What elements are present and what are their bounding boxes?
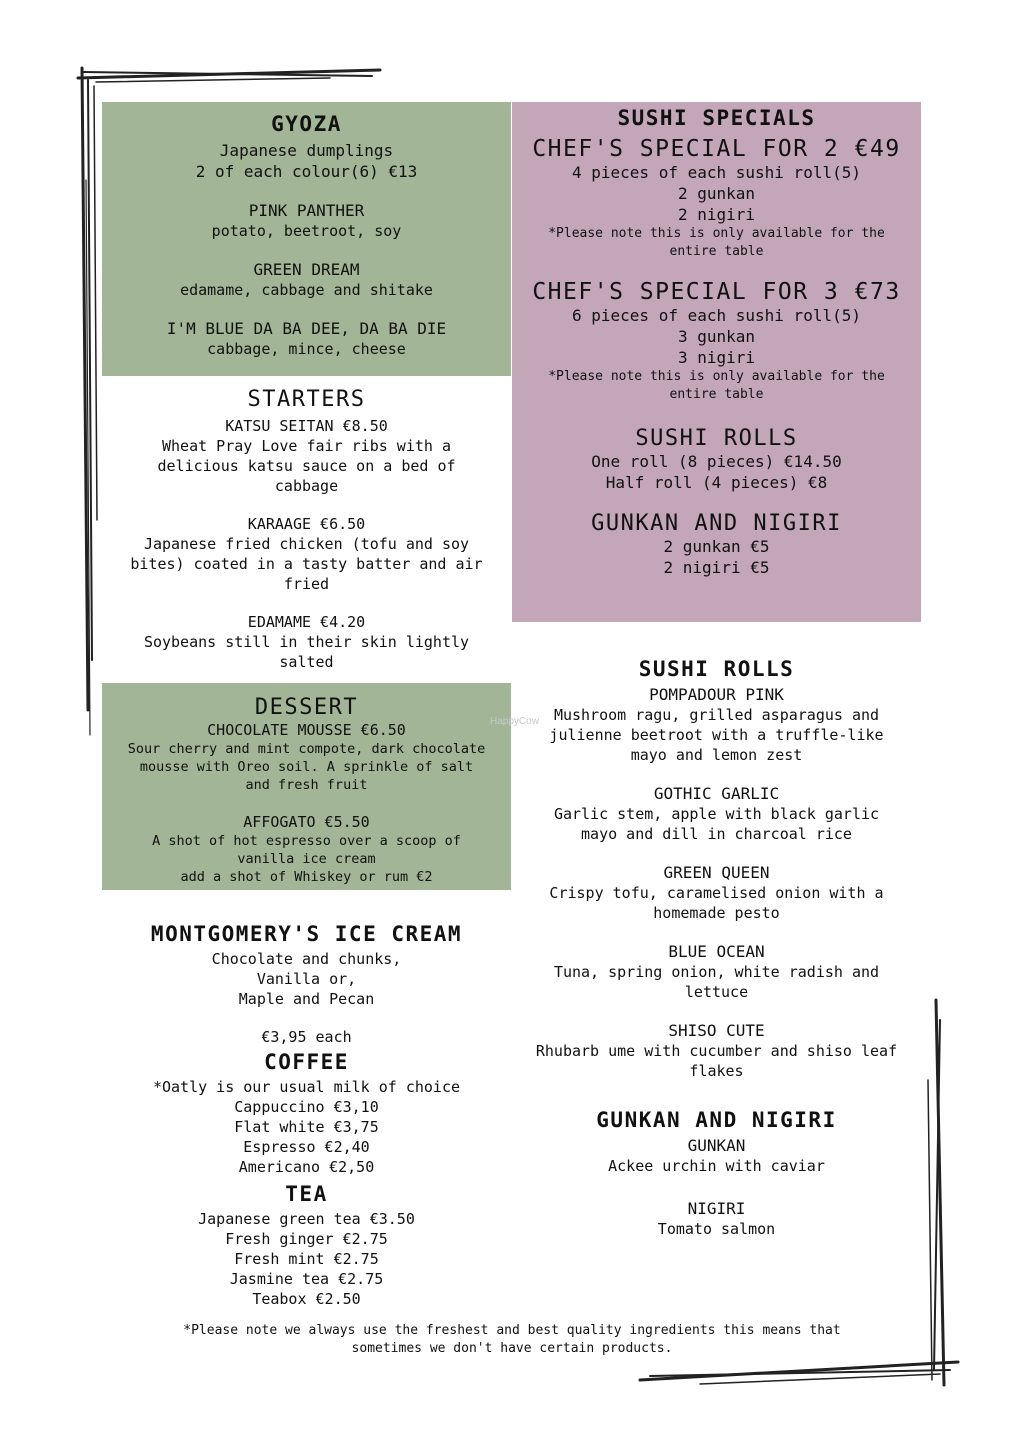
tea-section bbox=[102, 1182, 511, 1309]
ice-cream-line: Chocolate and chunks, bbox=[211, 950, 402, 968]
starters-title: STARTERS bbox=[247, 387, 366, 412]
roll-desc: Rhubarb ume with cucumber and shiso leaf bbox=[535, 1042, 898, 1060]
roll-desc: flakes bbox=[689, 1062, 744, 1080]
ice-cream-price: €3,95 each bbox=[261, 1028, 352, 1046]
gyoza-panel bbox=[102, 102, 511, 376]
dessert-item-name: AFFOGATO €5.50 bbox=[243, 813, 370, 831]
nigiri-desc: Tomato salmon bbox=[657, 1220, 776, 1238]
roll-desc: julienne beetroot with a truffle-like bbox=[549, 726, 884, 744]
ice-cream-section bbox=[102, 922, 511, 1047]
starter-item-desc: Japanese fried chicken (tofu and soy bbox=[143, 535, 470, 553]
coffee-item: Flat white €3,75 bbox=[234, 1118, 379, 1136]
roll-name: POMPADOUR PINK bbox=[649, 685, 784, 704]
starter-item-desc: fried bbox=[283, 575, 330, 593]
gunkan-desc: Ackee urchin with caviar bbox=[608, 1157, 825, 1175]
roll-desc: lettuce bbox=[684, 983, 749, 1001]
ice-cream-line: Maple and Pecan bbox=[238, 990, 375, 1008]
tea-item: Jasmine tea €2.75 bbox=[229, 1270, 384, 1288]
tea-title: TEA bbox=[285, 1182, 328, 1206]
tea-item: Fresh mint €2.75 bbox=[234, 1250, 379, 1268]
tea-item: Teabox €2.50 bbox=[252, 1290, 361, 1308]
footer-line: sometimes we don't have certain products. bbox=[351, 1341, 673, 1356]
special-line: 2 nigiri bbox=[677, 205, 756, 224]
roll-desc: homemade pesto bbox=[653, 904, 780, 922]
dessert-title: DESSERT bbox=[254, 695, 359, 720]
special-note: entire table bbox=[669, 244, 764, 259]
special-line: 3 nigiri bbox=[677, 348, 756, 367]
coffee-title: COFFEE bbox=[264, 1050, 349, 1074]
roll-name: GREEN QUEEN bbox=[663, 863, 770, 882]
special-2-title: CHEF'S SPECIAL FOR 2 €49 bbox=[532, 136, 901, 162]
roll-desc: Crispy tofu, caramelised onion with a bbox=[549, 884, 884, 902]
ice-cream-line: Vanilla or, bbox=[256, 970, 357, 988]
gunkan-name: GUNKAN bbox=[687, 1136, 746, 1155]
watermark: HappyCow bbox=[490, 716, 539, 727]
specials-gunkan-line: 2 gunkan €5 bbox=[663, 537, 770, 556]
gyoza-item-name: GREEN DREAM bbox=[253, 260, 360, 279]
gyoza-price: 2 of each colour(6) €13 bbox=[195, 162, 418, 181]
roll-desc: Mushroom ragu, grilled asparagus and bbox=[553, 706, 880, 724]
special-note: entire table bbox=[669, 387, 764, 402]
dessert-item-desc: and fresh fruit bbox=[245, 777, 368, 793]
gyoza-subtitle: Japanese dumplings bbox=[219, 141, 394, 160]
dessert-item-desc: Sour cherry and mint compote, dark chocolate bbox=[127, 741, 486, 757]
sushi-rolls-title: SUSHI ROLLS bbox=[638, 657, 795, 681]
gyoza-item-name: I'M BLUE DA BA DEE, DA BA DIE bbox=[166, 319, 447, 338]
ice-cream-title: MONTGOMERY'S ICE CREAM bbox=[150, 922, 463, 946]
footer-note bbox=[80, 1322, 944, 1358]
starter-item-desc: Wheat Pray Love fair ribs with a bbox=[162, 437, 451, 455]
specials-rolls-line: One roll (8 pieces) €14.50 bbox=[591, 452, 842, 471]
roll-desc: mayo and lemon zest bbox=[630, 746, 803, 764]
special-line: 3 gunkan bbox=[677, 327, 756, 346]
specials-gunkan-title: GUNKAN AND NIGIRI bbox=[591, 511, 842, 536]
special-3-title: CHEF'S SPECIAL FOR 3 €73 bbox=[532, 279, 901, 305]
roll-name: BLUE OCEAN bbox=[668, 942, 765, 961]
coffee-item: Cappuccino €3,10 bbox=[234, 1098, 379, 1116]
coffee-section bbox=[102, 1050, 511, 1177]
nigiri-name: NIGIRI bbox=[687, 1199, 746, 1218]
specials-gunkan-line: 2 nigiri €5 bbox=[663, 558, 770, 577]
gyoza-item-desc: potato, beetroot, soy bbox=[211, 222, 402, 240]
special-line: 2 gunkan bbox=[677, 184, 756, 203]
starter-item-desc: bites) coated in a tasty batter and air bbox=[130, 555, 483, 573]
dessert-item-desc: mousse with Oreo soil. A sprinkle of salt bbox=[139, 759, 474, 775]
coffee-item: Espresso €2,40 bbox=[243, 1138, 370, 1156]
gyoza-item-desc: edamame, cabbage and shitake bbox=[180, 281, 433, 299]
coffee-note: *Oatly is our usual milk of choice bbox=[152, 1078, 461, 1096]
gyoza-title: GYOZA bbox=[271, 112, 342, 136]
gyoza-item-name: PINK PANTHER bbox=[248, 201, 365, 220]
roll-desc: mayo and dill in charcoal rice bbox=[581, 825, 852, 843]
starters-section bbox=[102, 387, 511, 672]
starter-item-name: KATSU SEITAN €8.50 bbox=[225, 417, 388, 435]
gunkan-nigiri-section bbox=[512, 1108, 921, 1239]
dessert-item-desc: add a shot of Whiskey or rum €2 bbox=[180, 869, 433, 885]
sushi-specials-title: SUSHI SPECIALS bbox=[617, 106, 816, 130]
roll-desc: Garlic stem, apple with black garlic bbox=[553, 805, 880, 823]
starter-item-desc: Soybeans still in their skin lightly bbox=[143, 633, 470, 651]
starter-item-desc: cabbage bbox=[274, 477, 339, 495]
roll-desc: Tuna, spring onion, white radish and bbox=[553, 963, 880, 981]
special-line: 6 pieces of each sushi roll(5) bbox=[572, 306, 861, 325]
dessert-item-desc: vanilla ice cream bbox=[237, 851, 376, 867]
starter-item-desc: delicious katsu sauce on a bed of bbox=[157, 457, 456, 475]
roll-name: SHISO CUTE bbox=[668, 1021, 765, 1040]
tea-item: Fresh ginger €2.75 bbox=[225, 1230, 388, 1248]
specials-rolls-title: SUSHI ROLLS bbox=[635, 426, 798, 451]
coffee-item: Americano €2,50 bbox=[238, 1158, 375, 1176]
starter-item-desc: salted bbox=[279, 653, 334, 671]
tea-item: Japanese green tea €3.50 bbox=[198, 1210, 415, 1228]
gyoza-item-desc: cabbage, mince, cheese bbox=[207, 340, 406, 358]
specials-rolls-line: Half roll (4 pieces) €8 bbox=[605, 473, 828, 492]
special-note: *Please note this is only available for the bbox=[548, 369, 885, 384]
sushi-rolls-section bbox=[512, 657, 921, 1081]
dessert-item-desc: A shot of hot espresso over a scoop of bbox=[152, 833, 461, 849]
footer-line: *Please note we always use the freshest and best quality ingredients this means that bbox=[183, 1323, 841, 1338]
dessert-panel bbox=[102, 683, 511, 890]
dessert-item-name: CHOCOLATE MOUSSE €6.50 bbox=[207, 721, 406, 739]
gunkan-nigiri-title: GUNKAN AND NIGIRI bbox=[596, 1108, 837, 1132]
special-note: *Please note this is only available for the bbox=[548, 226, 885, 241]
roll-name: GOTHIC GARLIC bbox=[653, 784, 780, 803]
sushi-specials-panel bbox=[512, 102, 921, 622]
starter-item-name: KARAAGE €6.50 bbox=[247, 515, 366, 533]
special-line: 4 pieces of each sushi roll(5) bbox=[572, 163, 861, 182]
starter-item-name: EDAMAME €4.20 bbox=[247, 613, 366, 631]
